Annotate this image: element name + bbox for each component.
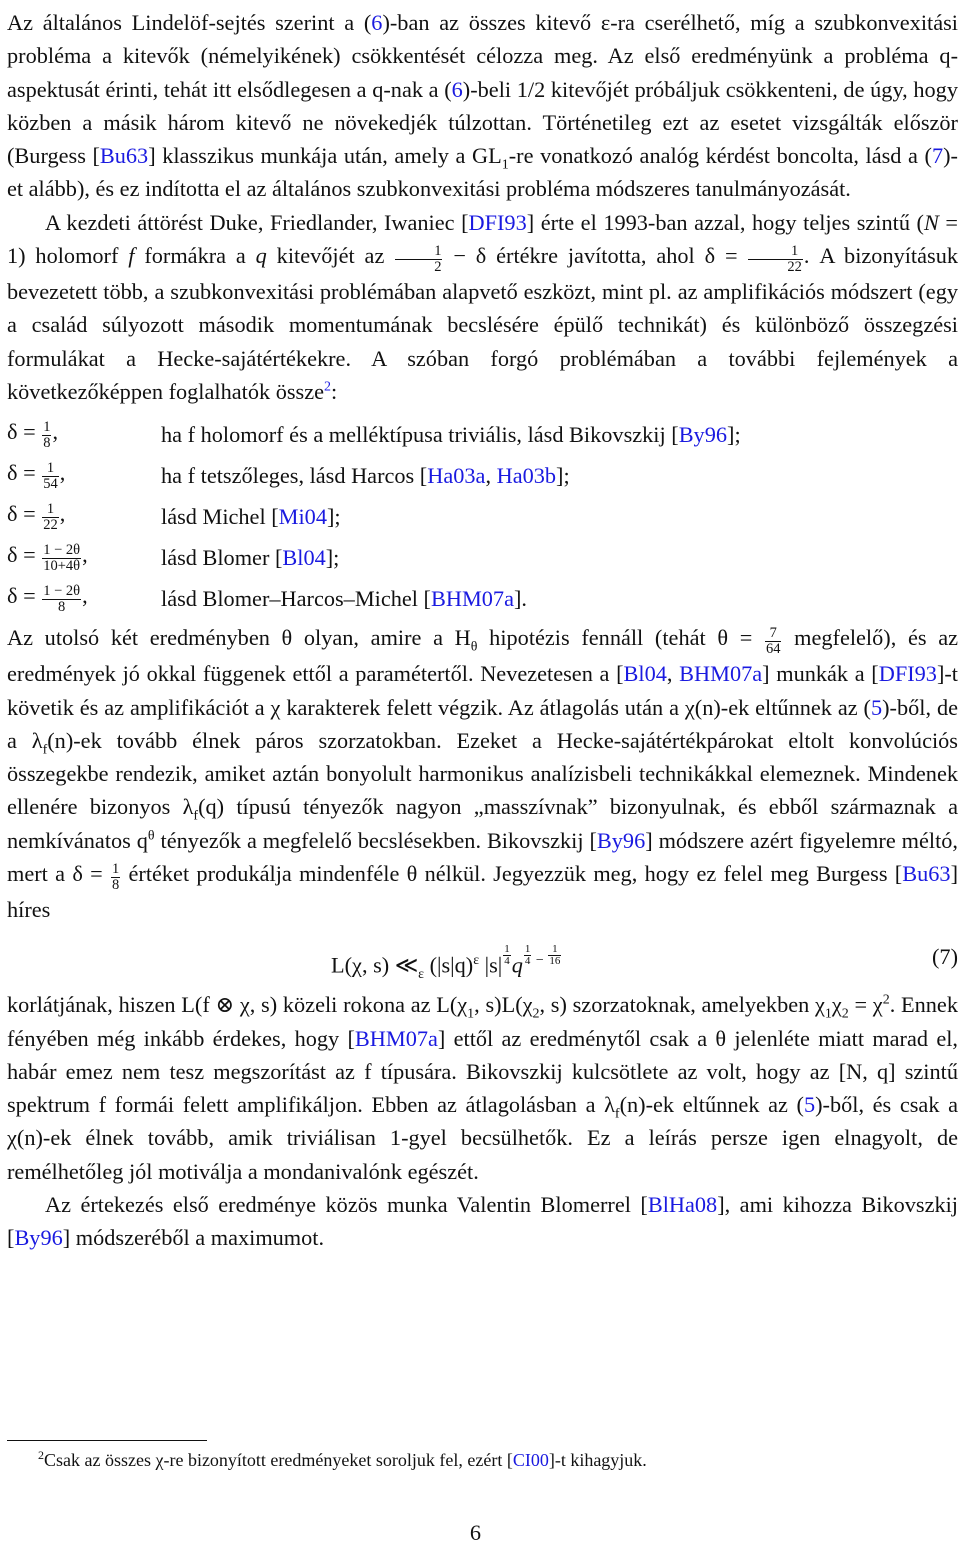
delta-case-row [7, 496, 958, 537]
ref-link[interactable]: 5 [803, 1092, 816, 1118]
text: Az általános Lindelöf-sejtés szerint a ( [7, 10, 372, 35]
ref-link[interactable]: Bu63 [902, 860, 951, 886]
delta-case-row [7, 455, 958, 496]
subscript: 1 [824, 1006, 832, 1022]
delta-source: lásd Blomer [Bl04]; [161, 544, 340, 570]
math-symbol: f [128, 243, 135, 269]
math-symbol: q [255, 243, 267, 269]
fraction: $\frac{7}{64}$ [765, 625, 781, 658]
delta-source: ha f holomorf és a melléktípusa triviális, lásd Bikovszkij [By96]; [161, 421, 741, 447]
fraction: $\frac{1 - 2\theta}{10+4\theta}$ [43, 541, 81, 574]
text: )-ből, és csak a χ(n)-ek élnek tovább, amik triviálisan 1-gyel becsülhetők. Ez a leírás persze igen elnagyolt, de remélhetőleg jól motiválja a mondanivalónk egészét. [7, 1092, 959, 1184]
text: )-beli 1/2 kitevőjét próbáljuk csökkenteni, de úgy, hogy közben a másik három kitevő ne növekedjék túlzottan. Történetileg ezt az esetet vizsgálták először (Burgess [ [7, 76, 958, 169]
delta-case-row [7, 537, 958, 578]
text: , s)L(χ [474, 992, 533, 1018]
ref-link[interactable]: By96 [14, 1225, 63, 1251]
text: )-ban az összes kitevő ε-ra cserélhető, míg a szubkonvexitási probléma a kitevők (némelyikének) csökkentését célozza meg. Az első eredményünk a probléma q-aspektusát érinti, tehát itt elsődlegesen a q-nak a ( [7, 10, 958, 102]
text: , [666, 661, 680, 687]
delta-value: δ = $\frac{1}{8}$ , [7, 418, 59, 451]
paragraph-burgess-bound [7, 988, 958, 1188]
text: − δ értékre javította, ahol δ = [443, 243, 748, 269]
delta-case-row [7, 578, 958, 619]
text: ] klasszikus munkája után, amely a GL [148, 143, 502, 169]
text: . Ennek fényében még inkább érdekes, hogy [ [7, 992, 958, 1051]
text: ] érte el 1993-ban azzal, hogy teljes szintű ( [526, 209, 924, 235]
text: hipotézis fennáll (tehát θ = [477, 625, 764, 651]
ref-link[interactable]: CI00 [512, 1450, 549, 1470]
footnote [38, 1447, 647, 1473]
paper-page [7, 6, 958, 1255]
text: ]-t követik és az amplifikációt a χ karakterek felett végzik. Az átlagolás után a χ(n)-ek eltűnnek az ( [7, 661, 958, 720]
equation-7 [7, 926, 958, 988]
ref-link[interactable]: DFI93 [468, 209, 527, 235]
delta-value: δ = $\frac{1}{54}$ , [7, 459, 66, 492]
ref-link[interactable]: Ha03a [427, 462, 486, 488]
page-number: 6 [469, 1520, 482, 1545]
text: -re vonatkozó analóg kérdést boncolta, lásd a ( [508, 143, 932, 169]
footnote-divider [7, 1440, 207, 1441]
subscript: f [193, 808, 199, 824]
text: = 1) holomorf [7, 209, 958, 269]
delta-source: lásd Blomer–Harcos–Michel [BHM07a]. [161, 585, 527, 611]
text: )-ből, de a λ [7, 694, 958, 753]
subscript: f [614, 1106, 620, 1122]
text: Az értekezés első eredménye közös munka Valentin Blomerrel [ [45, 1192, 648, 1218]
ref-link[interactable]: By96 [678, 421, 728, 447]
delta-cases-list [7, 414, 958, 619]
fraction: $\frac{1}{2}$ [395, 244, 442, 275]
ref-link[interactable]: Bl04 [623, 661, 667, 687]
text: ] ettől az eredménytől csak a θ jelenléte miatt marad el, habár emez nem tesz megszorítást az f típusára. Bikovszkij kulcsötlete az volt, hogy az [N, q] szintű spektrum f formái felett amplifikáljon. Ebben az átlagolásban a λ [7, 1025, 958, 1118]
text: )-et alább), és ez indította el az általános szubkonvexitási probléma módszeres tanulmányozását. [7, 143, 958, 202]
ref-link[interactable]: DFI93 [878, 661, 937, 687]
ref-link[interactable]: Mi04 [278, 503, 327, 529]
delta-value: δ = $\frac{1 - 2\theta}{10+4\theta}$ , [7, 541, 88, 574]
equation-number: (7) [932, 944, 958, 970]
subscript: 1 [501, 157, 509, 173]
text: értéket produkálja mindenféle θ nélkül. Jegyezzük meg, hogy ez felel meg Burgess [ [121, 860, 903, 886]
superscript: 2 [882, 992, 890, 1008]
delta-case-row [7, 414, 958, 455]
text: χ [831, 992, 842, 1018]
delta-value: δ = $\frac{1}{22}$ , [7, 500, 66, 533]
paragraph-dfi [7, 206, 958, 408]
subscript: θ [470, 639, 478, 655]
ref-link[interactable]: 6 [371, 10, 383, 35]
text: kitevőjét az [266, 243, 395, 269]
delta-source: ha f tetszőleges, lásd Harcos [Ha03a, Ha03b]; [161, 462, 570, 488]
ref-link[interactable]: Bl04 [282, 544, 326, 570]
text: ] híres [7, 860, 958, 922]
paragraph-joint-work [7, 1188, 958, 1255]
text: korlátjának, hiszen L(f ⊗ χ, s) közeli rokona az L(χ [7, 992, 468, 1018]
fraction: $\frac{1}{8}$ [43, 418, 51, 451]
text: (q) típusú tényezők nagyon „masszívnak” bizonyulnak, és ebből származnak a nemkívánatos q [7, 794, 958, 853]
superscript: θ [147, 828, 155, 844]
text: Az utolsó két eredményben θ olyan, amire a H [7, 625, 471, 651]
footnote-marker[interactable]: 2 [324, 379, 332, 395]
ref-link[interactable]: BHM07a [354, 1025, 438, 1051]
ref-link[interactable]: Ha03b [496, 462, 557, 488]
text: ]-t kihagyjuk. [548, 1450, 647, 1470]
text: , s) szorzatoknak, amelyekben χ [539, 992, 825, 1018]
ref-link[interactable]: BHM07a [679, 661, 763, 687]
subscript: 1 [467, 1006, 475, 1022]
text: tényezők a megfelelő becslésekben. Bikovszkij [ [154, 827, 597, 853]
text: Csak az összes χ-re bizonyított eredményeket soroljuk fel, ezért [ [44, 1450, 513, 1470]
fraction: $\frac{1}{22}$ [748, 244, 803, 275]
subscript: 2 [841, 1006, 849, 1022]
text: ] munkák a [ [762, 661, 879, 687]
subscript: f [42, 742, 48, 758]
ref-link[interactable]: Bu63 [99, 143, 149, 169]
text: megfelelő), és az eredmények jó okkal függenek ettől a paramétertől. Nevezetesen a [ [7, 625, 958, 687]
text: (n)-ek eltűnnek az ( [619, 1092, 804, 1118]
ref-link[interactable]: 5 [870, 694, 883, 720]
fraction: $\frac{1}{16}$ [549, 943, 561, 968]
fraction: $\frac{1}{4}$ [524, 943, 531, 968]
ref-link[interactable]: BlHa08 [647, 1192, 718, 1218]
text: formákra a [134, 243, 256, 269]
text: . A bizonyításuk bevezetett több, a szubkonvexitási problémában alapvető eszközt, mint pl. az amplifikációs módszert (egy a család súlyozott második momentumának becslésére épülő technikát) és különböző összegzési formulákat a Hecke-sajátértékekre. A szóban forgó problémában a további fejlemények a következőképpen foglalhatók össze [7, 243, 958, 404]
ref-link[interactable]: By96 [596, 827, 646, 853]
paragraph-theta [7, 621, 958, 926]
paragraph-lindelof [7, 6, 958, 206]
fraction: $\frac{1 - 2\theta}{8}$ [43, 582, 81, 615]
text: : [331, 378, 338, 404]
fraction: 1 4 [504, 943, 510, 968]
ref-link[interactable]: 7 [931, 143, 944, 169]
subscript: 2 [532, 1006, 540, 1022]
text: = χ [848, 992, 883, 1018]
text: ] módszeréből a maximumot. [62, 1225, 325, 1251]
fraction: $\frac{1}{8}$ [111, 860, 120, 893]
fraction: $\frac{1}{22}$ [43, 500, 58, 533]
fraction: $\frac{1}{54}$ [43, 459, 58, 492]
math-symbol: N [923, 209, 939, 235]
text: (n)-ek tovább élnek páros szorzatokban. Ezeket a Hecke-sajátértékpárokat eltolt konvolúciós összegekbe rendezik, amiket aztán bonyolult harmonikus analízisbeli technikákkal elemeznek. Mindenek ellenére bizonyos λ [7, 727, 958, 820]
text: ], ami kihozza Bikovszkij [ [7, 1192, 958, 1251]
footnote-mark: 2 [38, 1448, 44, 1462]
delta-source: lásd Michel [Mi04]; [161, 503, 341, 529]
equation-formula: L(χ, s) $≪_\varepsilon$ $(|s|q)^\varepsilon$ |s| $^{\frac{1}{4}}$ q $^{\frac{1}{4} - \frac{1}{16}}$ [331, 943, 561, 983]
text: A kezdeti áttörést Duke, Friedlander, Iwaniec [ [45, 209, 469, 235]
ref-link[interactable]: BHM07a [430, 585, 514, 611]
delta-value: δ = $\frac{1 - 2\theta}{8}$ , [7, 582, 88, 615]
text: ] módszere azért figyelemre méltó, mert a δ = [7, 827, 958, 886]
ref-link[interactable]: 6 [451, 76, 463, 102]
